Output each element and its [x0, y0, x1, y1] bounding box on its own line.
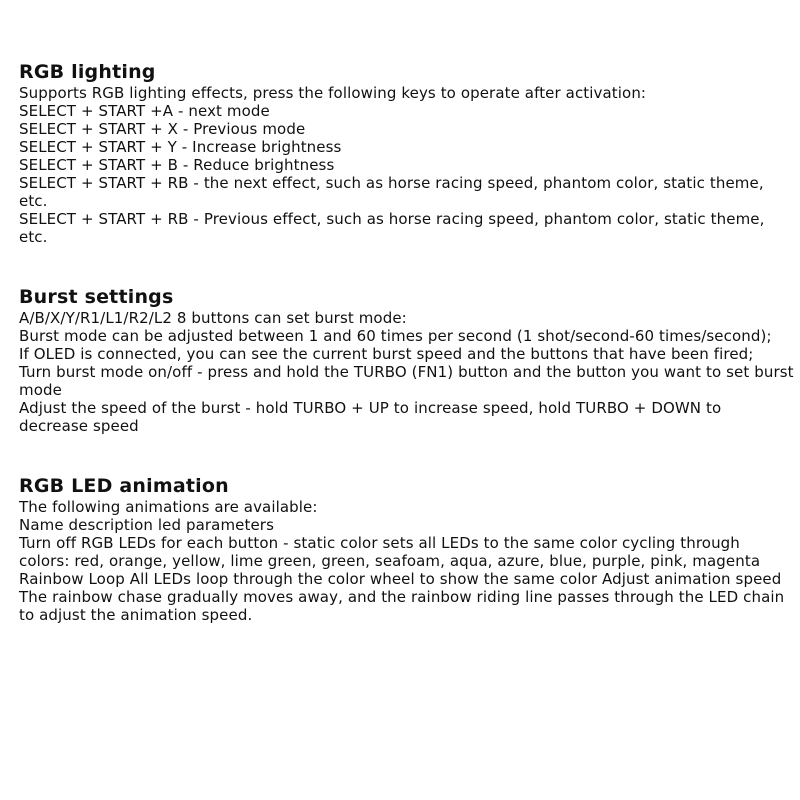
text-line: Name description led parameters	[19, 516, 274, 534]
text-line: The rainbow chase gradually moves away, and the rainbow riding line passes through the LED chain to adjust the animation speed.	[19, 588, 785, 624]
text-line: SELECT + START + Y - Increase brightness	[19, 138, 342, 156]
section-title: RGB LED animation	[19, 475, 229, 497]
section-burst-settings	[19, 285, 795, 435]
text-line: A/B/X/Y/R1/L1/R2/L2 8 buttons can set burst mode:	[19, 309, 407, 327]
text-line: Burst mode can be adjusted between 1 and 60 times per second (1 shot/second-60 times/second);	[19, 327, 772, 345]
section-rgb-lighting	[19, 60, 795, 246]
text-line: SELECT + START + RB - Previous effect, such as horse racing speed, phantom color, static theme, etc.	[19, 210, 765, 246]
text-line: Rainbow Loop All LEDs loop through the color wheel to show the same color Adjust animation speed	[19, 570, 782, 588]
section-spacer	[19, 246, 795, 285]
text-line: Supports RGB lighting effects, press the following keys to operate after activation:	[19, 84, 647, 102]
text-line: SELECT + START +A - next mode	[19, 102, 270, 120]
text-line: SELECT + START + RB - the next effect, such as horse racing speed, phantom color, static theme, etc.	[19, 174, 764, 210]
section-title: Burst settings	[19, 286, 174, 308]
section-spacer	[19, 435, 795, 474]
section-title: RGB lighting	[19, 61, 156, 83]
section-rgb-led-animation	[19, 474, 795, 624]
text-line: SELECT + START + X - Previous mode	[19, 120, 306, 138]
text-line: The following animations are available:	[19, 498, 318, 516]
document	[19, 60, 795, 624]
text-line: SELECT + START + B - Reduce brightness	[19, 156, 335, 174]
text-line: Adjust the speed of the burst - hold TURBO + UP to increase speed, hold TURBO + DOWN to decrease speed	[19, 399, 722, 435]
text-line: Turn burst mode on/off - press and hold the TURBO (FN1) button and the button you want to set burst mode	[19, 363, 794, 399]
text-line: Turn off RGB LEDs for each button - static color sets all LEDs to the same color cycling through colors: red, orange, yellow, lime green, green, seafoam, aqua, azure, blue, purple, pink, magenta	[19, 534, 761, 570]
text-line: If OLED is connected, you can see the current burst speed and the buttons that have been fired;	[19, 345, 754, 363]
